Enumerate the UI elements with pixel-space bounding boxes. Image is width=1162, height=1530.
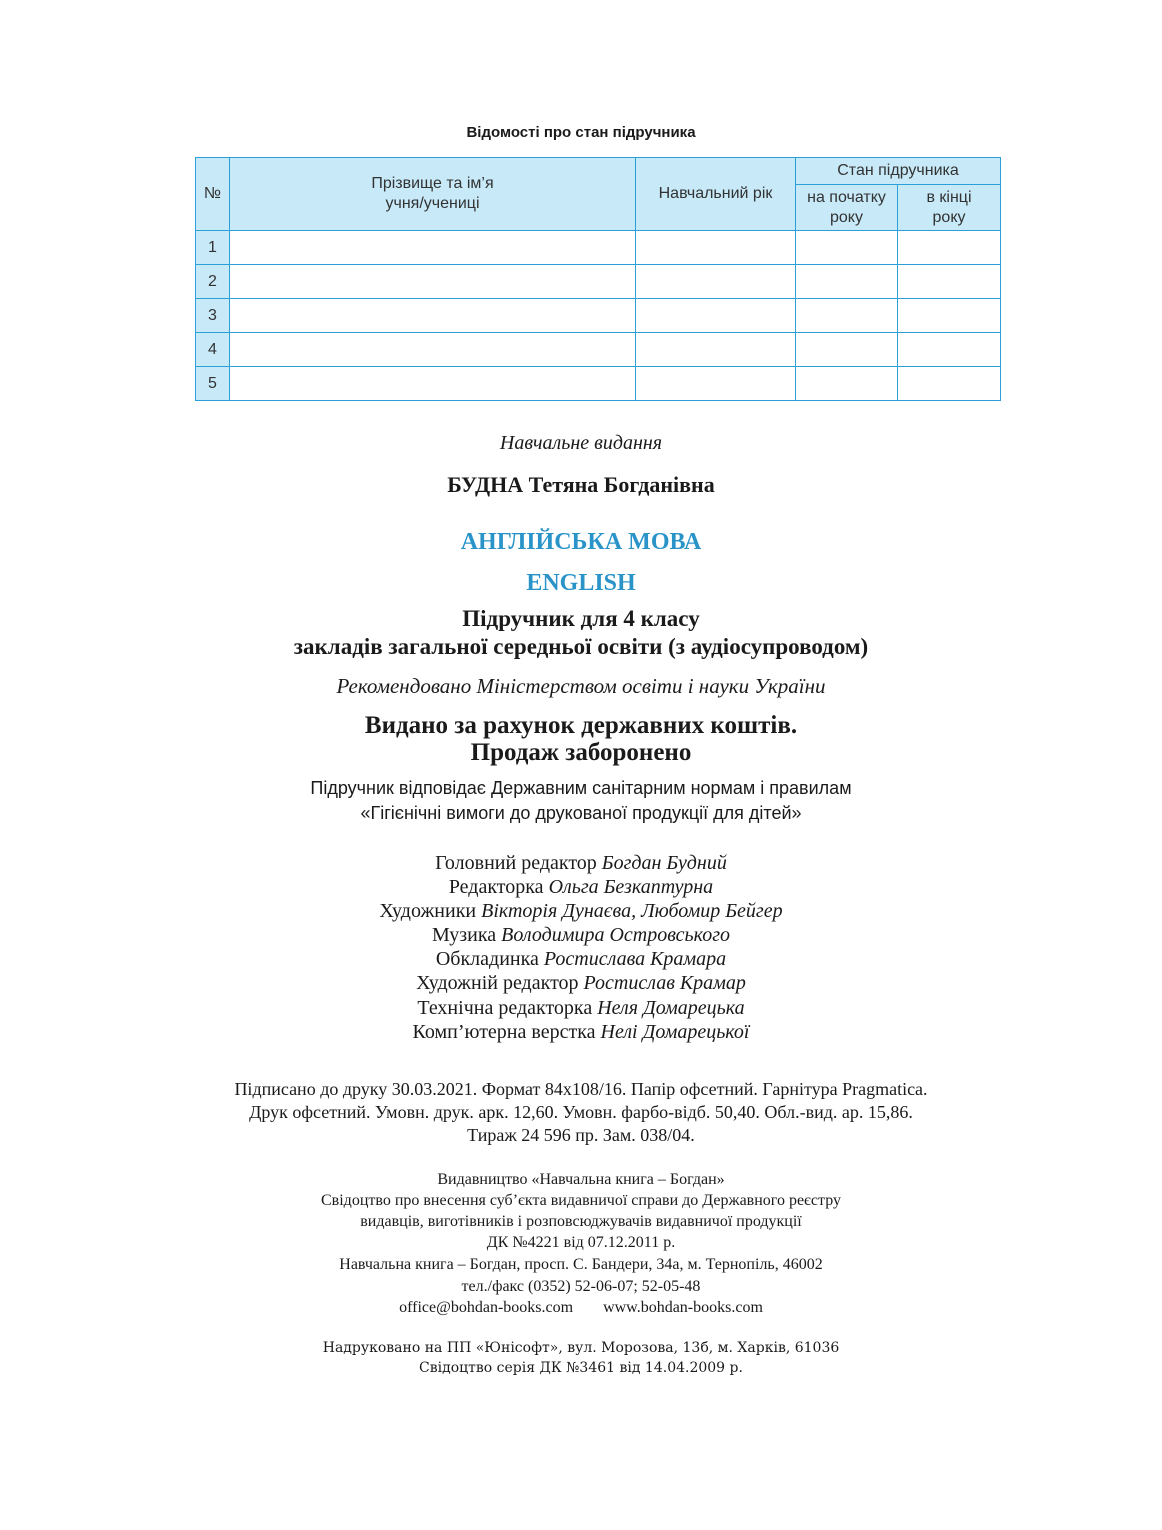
header-start-line1: на початку xyxy=(807,188,886,206)
print-info-line: Підписано до друку 30.03.2021. Формат 84x108/16. Папір офсетний. Гарнітура Pragmatica. xyxy=(234,1079,928,1099)
credit-role: Технічна редакторка xyxy=(417,997,593,1019)
credit-line xyxy=(0,1021,1162,1044)
name-cell xyxy=(230,231,636,265)
sanitary-line2: «Гігієнічні вимоги до друкованої продукції для дітей» xyxy=(360,803,802,823)
year-cell xyxy=(636,265,796,299)
credit-role: Редакторка xyxy=(448,876,544,898)
start-cell xyxy=(796,333,898,367)
row-number: 2 xyxy=(196,265,230,299)
credit-line xyxy=(0,924,1162,947)
credit-line xyxy=(0,948,1162,971)
credit-name: Володимира Островського xyxy=(501,924,731,946)
contacts-line xyxy=(0,1299,1162,1317)
row-number: 5 xyxy=(196,367,230,401)
subtitle-line2: закладів загальної середньої освіти (з аудіосупроводом) xyxy=(293,634,869,659)
end-cell xyxy=(898,231,1001,265)
credit-line xyxy=(0,852,1162,875)
header-start-line2: року xyxy=(830,208,863,226)
year-cell xyxy=(636,231,796,265)
credit-line xyxy=(0,972,1162,995)
header-state: Стан підручника xyxy=(796,158,1001,185)
header-name-line1: Прізвище та ім’я xyxy=(371,175,494,192)
website-link[interactable]: www.bohdan-books.com xyxy=(603,1299,763,1316)
credit-name: Вікторія Дунаєва, Любомир Бейгер xyxy=(481,900,783,922)
credit-line xyxy=(0,900,1162,923)
start-cell xyxy=(796,265,898,299)
table-row xyxy=(196,265,1001,299)
recommended: Рекомендовано Міністерством освіти і науки України xyxy=(336,674,826,698)
header-start xyxy=(796,185,898,231)
table-row xyxy=(196,367,1001,401)
subtitle-line1: Підручник для 4 класу xyxy=(462,606,700,631)
credit-role: Обкладинка xyxy=(435,948,539,970)
credit-name: Ростислава Крамара xyxy=(543,948,727,970)
table-row xyxy=(196,231,1001,265)
credit-role: Художній редактор xyxy=(416,972,579,994)
table-row xyxy=(196,333,1001,367)
year-cell xyxy=(636,333,796,367)
funding-line2: Продаж заборонено xyxy=(470,739,692,766)
start-cell xyxy=(796,299,898,333)
credit-name: Богдан Будний xyxy=(601,852,727,874)
name-cell xyxy=(230,265,636,299)
credit-role: Музика xyxy=(431,924,497,946)
credit-name: Ростислав Крамар xyxy=(583,972,746,994)
printer-line: Свідоцтво серія ДК №3461 від 14.04.2009 р. xyxy=(419,1360,743,1376)
table-row xyxy=(196,299,1001,333)
credit-line xyxy=(0,997,1162,1020)
end-cell xyxy=(898,333,1001,367)
header-name xyxy=(230,158,636,231)
publisher-line: тел./факс (0352) 52-06-07; 52-05-48 xyxy=(461,1278,701,1295)
start-cell xyxy=(796,231,898,265)
textbook-status-table xyxy=(195,157,1001,401)
printer-line: Надруковано на ПП «Юнісофт», вул. Морозова, 13б, м. Харків, 61036 xyxy=(322,1340,840,1356)
header-end xyxy=(898,185,1001,231)
table-title: Відомості про стан підручника xyxy=(466,124,696,141)
end-cell xyxy=(898,367,1001,401)
credit-name: Нелі Домарецької xyxy=(600,1021,750,1043)
year-cell xyxy=(636,299,796,333)
header-end-line2: року xyxy=(932,208,966,226)
print-info-line: Друк офсетний. Умовн. друк. арк. 12,60. Умовн. фарбо-відб. 50,40. Обл.-вид. ар. 15,86. xyxy=(249,1102,913,1122)
header-number: № xyxy=(196,158,230,231)
publisher-line: Навчальна книга – Богдан, просп. С. Бандери, 34а, м. Тернопіль, 46002 xyxy=(339,1256,823,1273)
title-en: ENGLISH xyxy=(526,570,636,596)
name-cell xyxy=(230,299,636,333)
credit-role: Комп’ютерна верстка xyxy=(412,1021,596,1043)
name-cell xyxy=(230,333,636,367)
row-number: 4 xyxy=(196,333,230,367)
credit-name: Неля Домарецька xyxy=(597,997,745,1019)
author: БУДНА Тетяна Богданівна xyxy=(447,472,715,497)
edition-type: Навчальне видання xyxy=(499,432,663,454)
publisher-line: видавців, виготівників і розповсюджувачів видавничої продукції xyxy=(360,1213,802,1230)
print-info-line: Тираж 24 596 пр. Зам. 038/04. xyxy=(467,1125,695,1145)
email-link[interactable]: office@bohdan-books.com xyxy=(399,1299,574,1316)
header-end-line1: в кінці xyxy=(926,188,972,206)
funding-line1: Видано за рахунок державних коштів. xyxy=(364,712,798,739)
year-cell xyxy=(636,367,796,401)
publisher-line: ДК №4221 від 07.12.2011 р. xyxy=(486,1234,676,1251)
start-cell xyxy=(796,367,898,401)
credit-name: Ольга Безкаптурна xyxy=(548,876,714,898)
header-name-line2: учня/учениці xyxy=(385,195,480,212)
row-number: 3 xyxy=(196,299,230,333)
sanitary-line1: Підручник відповідає Державним санітарним нормам і правилам xyxy=(310,778,852,798)
header-year: Навчальний рік xyxy=(636,158,796,231)
row-number: 1 xyxy=(196,231,230,265)
publisher-line: Видавництво «Навчальна книга – Богдан» xyxy=(437,1171,725,1188)
credit-role: Художники xyxy=(379,900,477,922)
title-ua: АНГЛІЙСЬКА МОВА xyxy=(460,529,702,555)
end-cell xyxy=(898,265,1001,299)
publisher-line: Свідоцтво про внесення суб’єкта видавничої справи до Державного реєстру xyxy=(321,1192,841,1209)
name-cell xyxy=(230,367,636,401)
end-cell xyxy=(898,299,1001,333)
credit-role: Головний редактор xyxy=(435,852,597,874)
credit-line xyxy=(0,876,1162,899)
